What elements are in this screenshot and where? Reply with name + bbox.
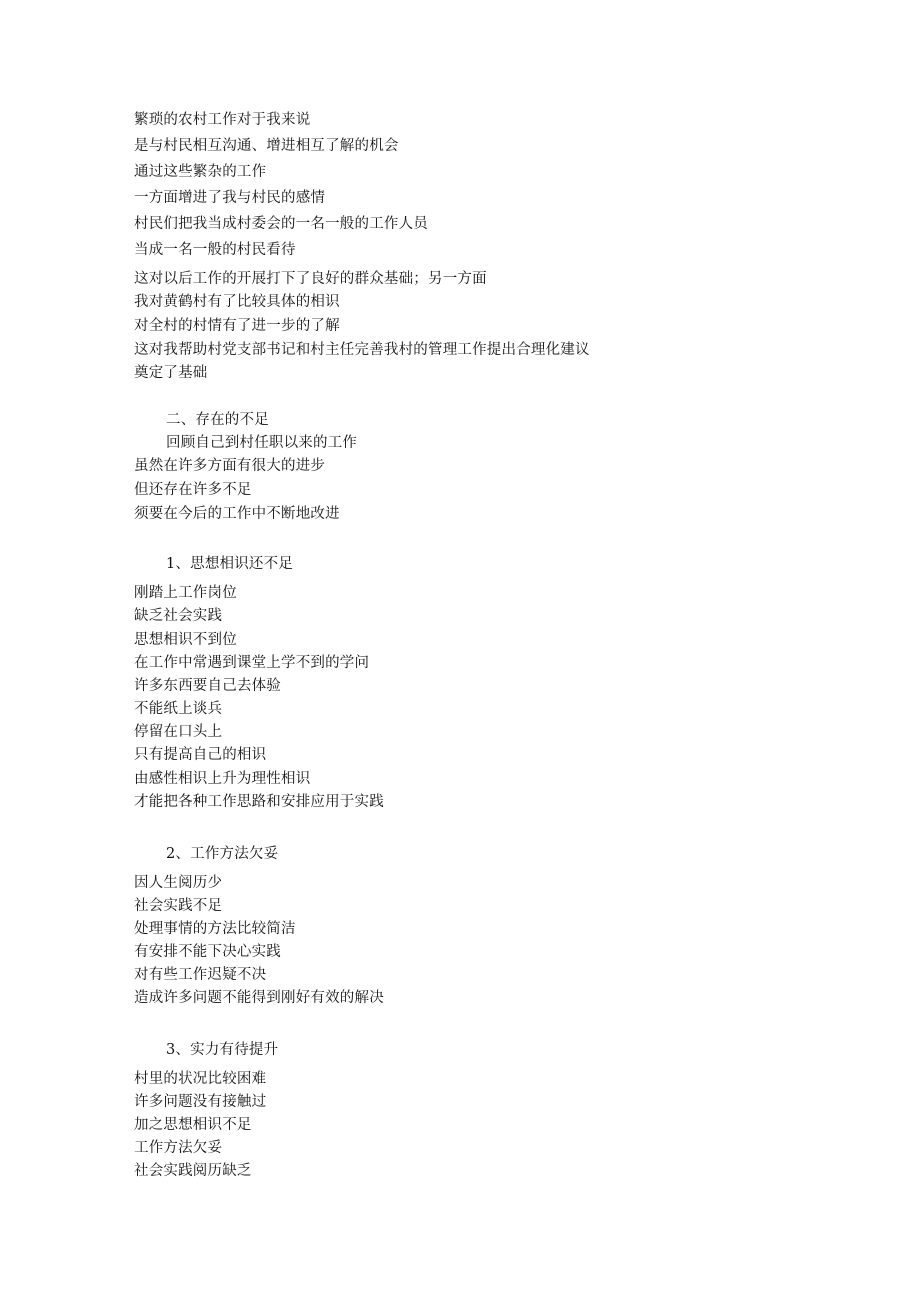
text-line: 缺乏社会实践: [134, 608, 223, 624]
text-line: 刚踏上工作岗位: [134, 585, 237, 601]
text-line: 当成一名一般的村民看待: [134, 242, 296, 258]
text-line: 村民们把我当成村委会的一名一般的工作人员: [134, 216, 428, 232]
text-line: 一方面增进了我与村民的感情: [134, 190, 326, 206]
text-line: 许多问题没有接触过: [134, 1094, 267, 1110]
text-line: 虽然在许多方面有很大的进步: [134, 458, 326, 474]
text-line: 这对我帮助村党支部书记和村主任完善我村的管理工作提出合理化建议: [134, 342, 590, 358]
text-line: 回顾自己到村任职以来的工作: [166, 435, 358, 451]
text-line: 我对黄鹤村有了比较具体的相识: [134, 294, 340, 310]
text-line: 工作方法欠妥: [134, 1140, 223, 1156]
text-line: 许多东西要自己去体验: [134, 678, 281, 694]
text-line: 但还存在许多不足: [134, 482, 252, 498]
text-line: 社会实践阅历缺乏: [134, 1163, 252, 1179]
text-line: 对有些工作迟疑不决: [134, 967, 267, 983]
text-line: 这对以后工作的开展打下了良好的群众基础；另一方面: [134, 271, 487, 287]
text-line: 在工作中常遇到课堂上学不到的学问: [134, 655, 370, 671]
text-line: 才能把各种工作思路和安排应用于实践: [134, 794, 384, 810]
text-line: 由感性相识上升为理性相识: [134, 771, 311, 787]
subsection-heading: 3、实力有待提升: [166, 1042, 279, 1058]
text-line: 是与村民相互沟通、增进相互了解的机会: [134, 138, 399, 154]
text-line: 只有提高自己的相识: [134, 747, 267, 763]
text-line: 处理事情的方法比较简洁: [134, 921, 296, 937]
text-line: 停留在口头上: [134, 724, 223, 740]
text-line: 社会实践不足: [134, 898, 223, 914]
text-line: 思想相识不到位: [134, 632, 237, 648]
text-line: 有安排不能下决心实践: [134, 944, 281, 960]
section-heading: 二、存在的不足: [166, 412, 269, 428]
text-line: 对全村的村情有了进一步的了解: [134, 318, 340, 334]
text-line: 造成许多问题不能得到刚好有效的解决: [134, 990, 384, 1006]
text-line: 奠定了基础: [134, 365, 208, 381]
text-line: 村里的状况比较困难: [134, 1071, 267, 1087]
subsection-heading: 2、工作方法欠妥: [166, 846, 279, 862]
text-line: 通过这些繁杂的工作: [134, 164, 267, 180]
text-line: 须要在今后的工作中不断地改进: [134, 506, 340, 522]
subsection-heading: 1、思想相识还不足: [166, 556, 294, 572]
text-line: 不能纸上谈兵: [134, 701, 223, 717]
text-line: 因人生阅历少: [134, 875, 223, 891]
text-line: 繁琐的农村工作对于我来说: [134, 112, 311, 128]
text-line: 加之思想相识不足: [134, 1117, 252, 1133]
